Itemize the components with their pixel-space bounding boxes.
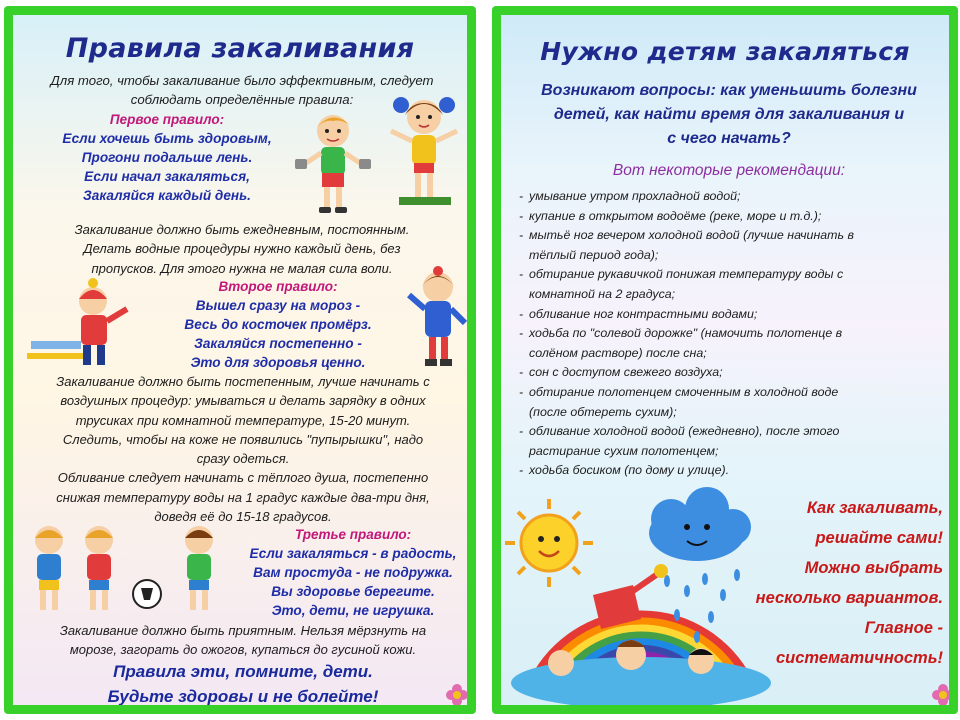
text-line: пропусков. Для этого нужна не малая сила воли.	[91, 260, 393, 276]
flower-icon	[931, 683, 955, 707]
list-item: - обтирание рукавичкой понижая температуру воды с	[519, 265, 958, 285]
poem-line: Прогони подальше лень.	[81, 150, 253, 165]
closing-verse	[23, 659, 463, 709]
text-line: трусиках при комнатной температуре, 15-20 минут.	[75, 412, 411, 428]
rule3-heading: Третье правило:	[294, 527, 412, 542]
right-title: Нужно детям закаляться	[540, 37, 910, 66]
rule2-poem	[153, 296, 403, 372]
list-item: комнатной на 2 градуса;	[529, 286, 676, 301]
list-item: - ходьба по "солевой дорожке" (намочить полотенце в	[519, 324, 958, 344]
list-item: - мытьё ног вечером холодной водой (лучше начинать в	[519, 226, 958, 246]
text-line: сразу одеться.	[196, 451, 290, 467]
boy-on-sled-illustration	[23, 277, 141, 377]
poem-line: Вам простуда - не подружка.	[253, 565, 453, 580]
text-line: Закаливание должно быть приятным. Нельзя мёрзнуть на	[59, 623, 427, 638]
right-poster	[492, 6, 958, 714]
advice-text	[703, 493, 943, 673]
boys-football-illustration	[19, 520, 229, 620]
advice-line: решайте сами!	[815, 529, 943, 547]
list-item: - сон с доступом свежего воздуха;	[519, 363, 958, 383]
rule2-text	[23, 372, 463, 526]
list-item: - умывание утром прохладной водой;	[519, 187, 958, 207]
rule3-poem	[233, 544, 473, 620]
list-item: солёном растворе) после сна;	[529, 345, 707, 360]
text-line: доведя её до 15-18 градусов.	[154, 509, 332, 525]
intro-line: соблюдать определённые правила:	[130, 92, 354, 107]
text-line: Закаливание должно быть постепенным, лучше начинать с	[56, 374, 430, 389]
poem-line: Закаляйся постепенно -	[194, 336, 362, 351]
poem-line: Закаляйся каждый день.	[83, 188, 251, 203]
text-line: снижая температуру воды на 1 градус каждые два-три дня,	[56, 489, 430, 505]
advice-line: систематичность!	[776, 649, 943, 667]
text-line: Закаливание должно быть ежедневным, постоянным.	[74, 222, 410, 237]
advice-line: Главное -	[864, 619, 943, 637]
intro-line: Для того, чтобы закаливание было эффективным, следует	[50, 73, 434, 88]
advice-line: несколько вариантов.	[755, 589, 943, 607]
poem-line: Весь до косточек промёрз.	[184, 317, 372, 332]
list-item: тёплый период года);	[529, 247, 659, 262]
text-line: воздушных процедур: умываться и делать зарядку в одних	[60, 393, 426, 409]
poem-line: Вышел сразу на мороз -	[195, 298, 361, 313]
text-line: морозе, загорать до ожогов, купаться до гусиной кожи.	[69, 642, 417, 658]
rule2-heading: Второе правило:	[218, 279, 338, 294]
question-line: с чего начать?	[667, 130, 791, 147]
poem-line: Если закаляться - в радость,	[249, 546, 457, 561]
text-line: Обливание следует начинать с тёплого душа, постепенно	[57, 470, 429, 486]
recommendations-list	[519, 187, 958, 481]
poem-line: Это для здоровья ценно.	[190, 355, 366, 370]
advice-line: Можно выбрать	[804, 559, 943, 577]
rule1-poem	[27, 129, 307, 205]
left-poster	[4, 6, 476, 714]
question-line: детей, как найти время для закаливания и	[553, 106, 905, 123]
sun-icon	[505, 499, 593, 587]
rule1-text	[27, 220, 457, 278]
girl-winter-illustration	[403, 265, 473, 375]
poem-line: Если начал закаляться,	[84, 169, 250, 184]
closing-line: Правила эти, помните, дети.	[113, 662, 373, 681]
poem-line: Это, дети, не игрушка.	[271, 603, 435, 618]
list-item: (после обтереть сухим);	[529, 404, 677, 419]
closing-line: Будьте здоровы и не болейте!	[107, 687, 379, 706]
list-item: - купание в открытом водоёме (реке, море и т.д.);	[519, 207, 958, 227]
boy-dumbbells-illustration	[295, 109, 373, 219]
rule3-text	[23, 621, 463, 660]
text-line: Следить, чтобы на коже не появились "пупырышки", надо	[62, 431, 424, 447]
poem-line: Вы здоровье берегите.	[271, 584, 435, 599]
advice-line: Как закаливать,	[806, 499, 943, 517]
list-item: - обтирание полотенцем смоченным в холодной воде	[519, 383, 958, 403]
list-item: растирание сухим полотенцем;	[529, 443, 719, 458]
list-item: - обливание ног контрастными водами;	[519, 305, 958, 325]
text-line: Делать водные процедуры нужно каждый день, без	[83, 241, 401, 257]
poem-line: Если хочешь быть здоровым,	[62, 131, 272, 146]
recommendations-heading: Вот некоторые рекомендации:	[612, 162, 846, 179]
list-item: - обливание холодной водой (ежедневно), после этого	[519, 422, 958, 442]
girl-exercising-illustration	[377, 87, 471, 215]
rule1-heading: Первое правило:	[109, 112, 225, 127]
list-item: - ходьба босиком (по дому и улице).	[519, 461, 958, 481]
left-title: Правила закаливания	[65, 33, 415, 64]
flower-icon	[445, 683, 469, 707]
question-line: Возникают вопросы: как уменьшить болезни	[541, 82, 917, 99]
questions-text	[509, 79, 949, 151]
